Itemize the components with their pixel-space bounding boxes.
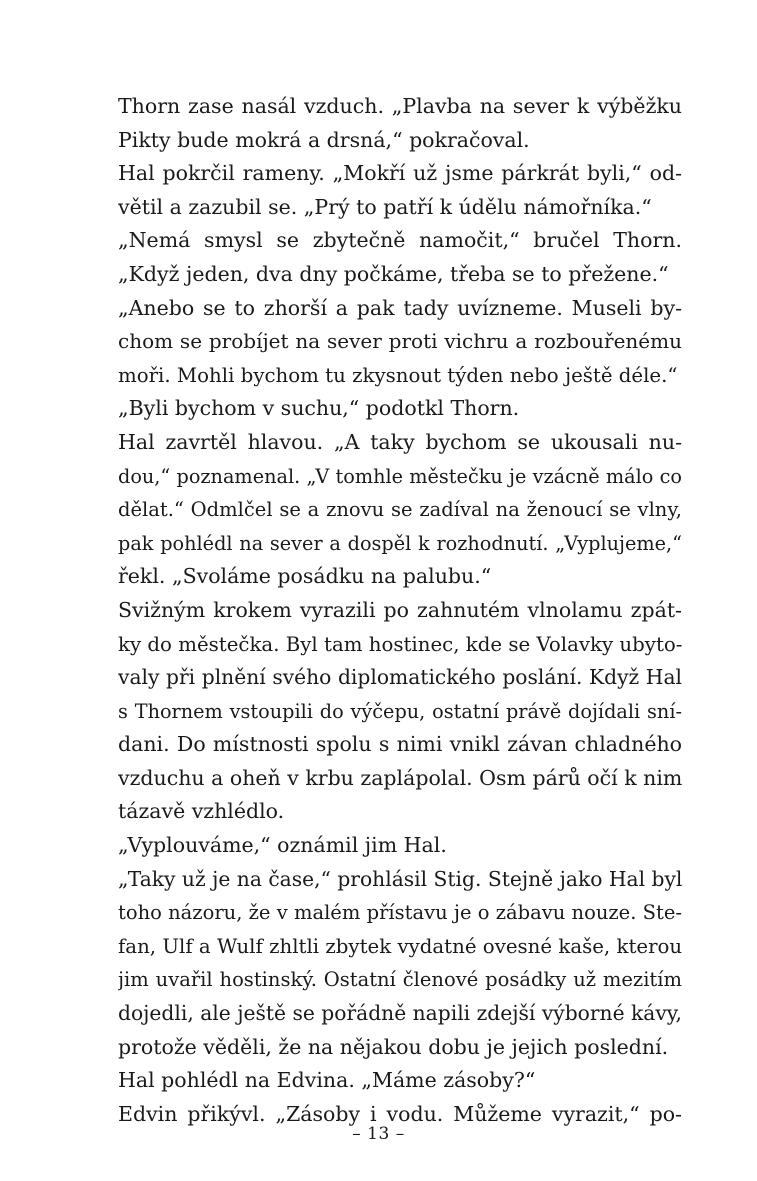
text-line: s Thornem vstoupili do výčepu, ostatní právě dojídali sní- [118,699,682,723]
text-line: Pikty bude mokrá a drsná,“ pokračoval. [118,127,530,152]
text-line: tázavě vzhlédlo. [118,799,285,824]
text-line: dojedli, ale ještě se pořádně napili zdejší výborné kávy, [118,1001,682,1026]
text-line: „Když jeden, dva dny počkáme, třeba se to přežene.“ [118,261,669,286]
paragraph-first-line: „Vyplouváme,“ oznámil jim Hal. [118,833,447,858]
paragraph-first-line: „Byli bychom v suchu,“ podotkl Thorn. [118,396,520,421]
text-line: dělat.“ Odmlčel se a znovu se zadíval na ženoucí se vlny, [118,498,682,522]
paragraph-first-line: „Taky už je na čase,“ prohlásil Stig. Stejně jako Hal byl [118,866,682,891]
text-line: dou,“ poznamenal. „V tomhle městečku je vzácně málo co [118,464,682,488]
paragraph-first-line: Hal pokrčil rameny. „Mokří už jsme párkrát byli,“ od- [118,161,682,186]
paragraph-first-line: Hal pohlédl na Edvina. „Máme zásoby?“ [118,1068,536,1093]
text-line: větil a zazubil se. „Prý to patří k údělu námořníka.“ [118,194,652,219]
paragraph-first-line: „Anebo se to zhorší a pak tady uvízneme. Museli by- [118,295,682,320]
text-line: vzduchu a oheň v krbu zaplápolal. Osm párů očí k nim [118,765,682,790]
paragraph-first-line: „Nemá smysl se zbytečně namočit,“ bručel Thorn. [118,228,682,253]
text-line: jim uvařil hostinský. Ostatní členové posádky už mezitím [118,968,682,992]
text-line: toho názoru, že v malém přístavu je o zábavu nouze. Ste- [118,901,682,925]
text-line: řekl. „Svoláme posádku na palubu.“ [118,564,492,589]
page-number: – 13 – [352,1124,405,1144]
text-line: valy při plnění svého diplomatického poslání. Když Hal [118,665,682,690]
text-line: fan, Ulf a Wulf zhltli zbytek vydatné ovesné kaše, kterou [118,934,682,958]
text-line: ky do městečka. Byl tam hostinec, kde se Volavky ubyto- [118,632,682,656]
paragraph-first-line: Thorn zase nasál vzduch. „Plavba na sever k výběžku [118,94,682,118]
body-text [118,90,682,1131]
text-line: dani. Do místnosti spolu s nimi vnikl závan chladného [118,732,682,757]
paragraph-first-line: Edvin přikývl. „Zásoby i vodu. Můžeme vyrazit,“ po- [118,1101,682,1126]
text-line: pak pohlédl na sever a dospěl k rozhodnutí. „Vyplujeme,“ [118,531,682,555]
text-line: chom se probíjet na sever proti vichru a rozbouřenému [118,329,682,354]
paragraph-first-line: Svižným krokem vyrazili po zahnutém vlnolamu zpát- [118,597,682,622]
paragraph-first-line: Hal zavrtěl hlavou. „A taky bychom se ukousali nu- [118,429,682,454]
text-line: protože věděli, že na nějakou dobu je jejich poslední. [118,1034,669,1059]
text-line: moři. Mohli bychom tu zkysnout týden nebo ještě déle.“ [118,363,678,387]
